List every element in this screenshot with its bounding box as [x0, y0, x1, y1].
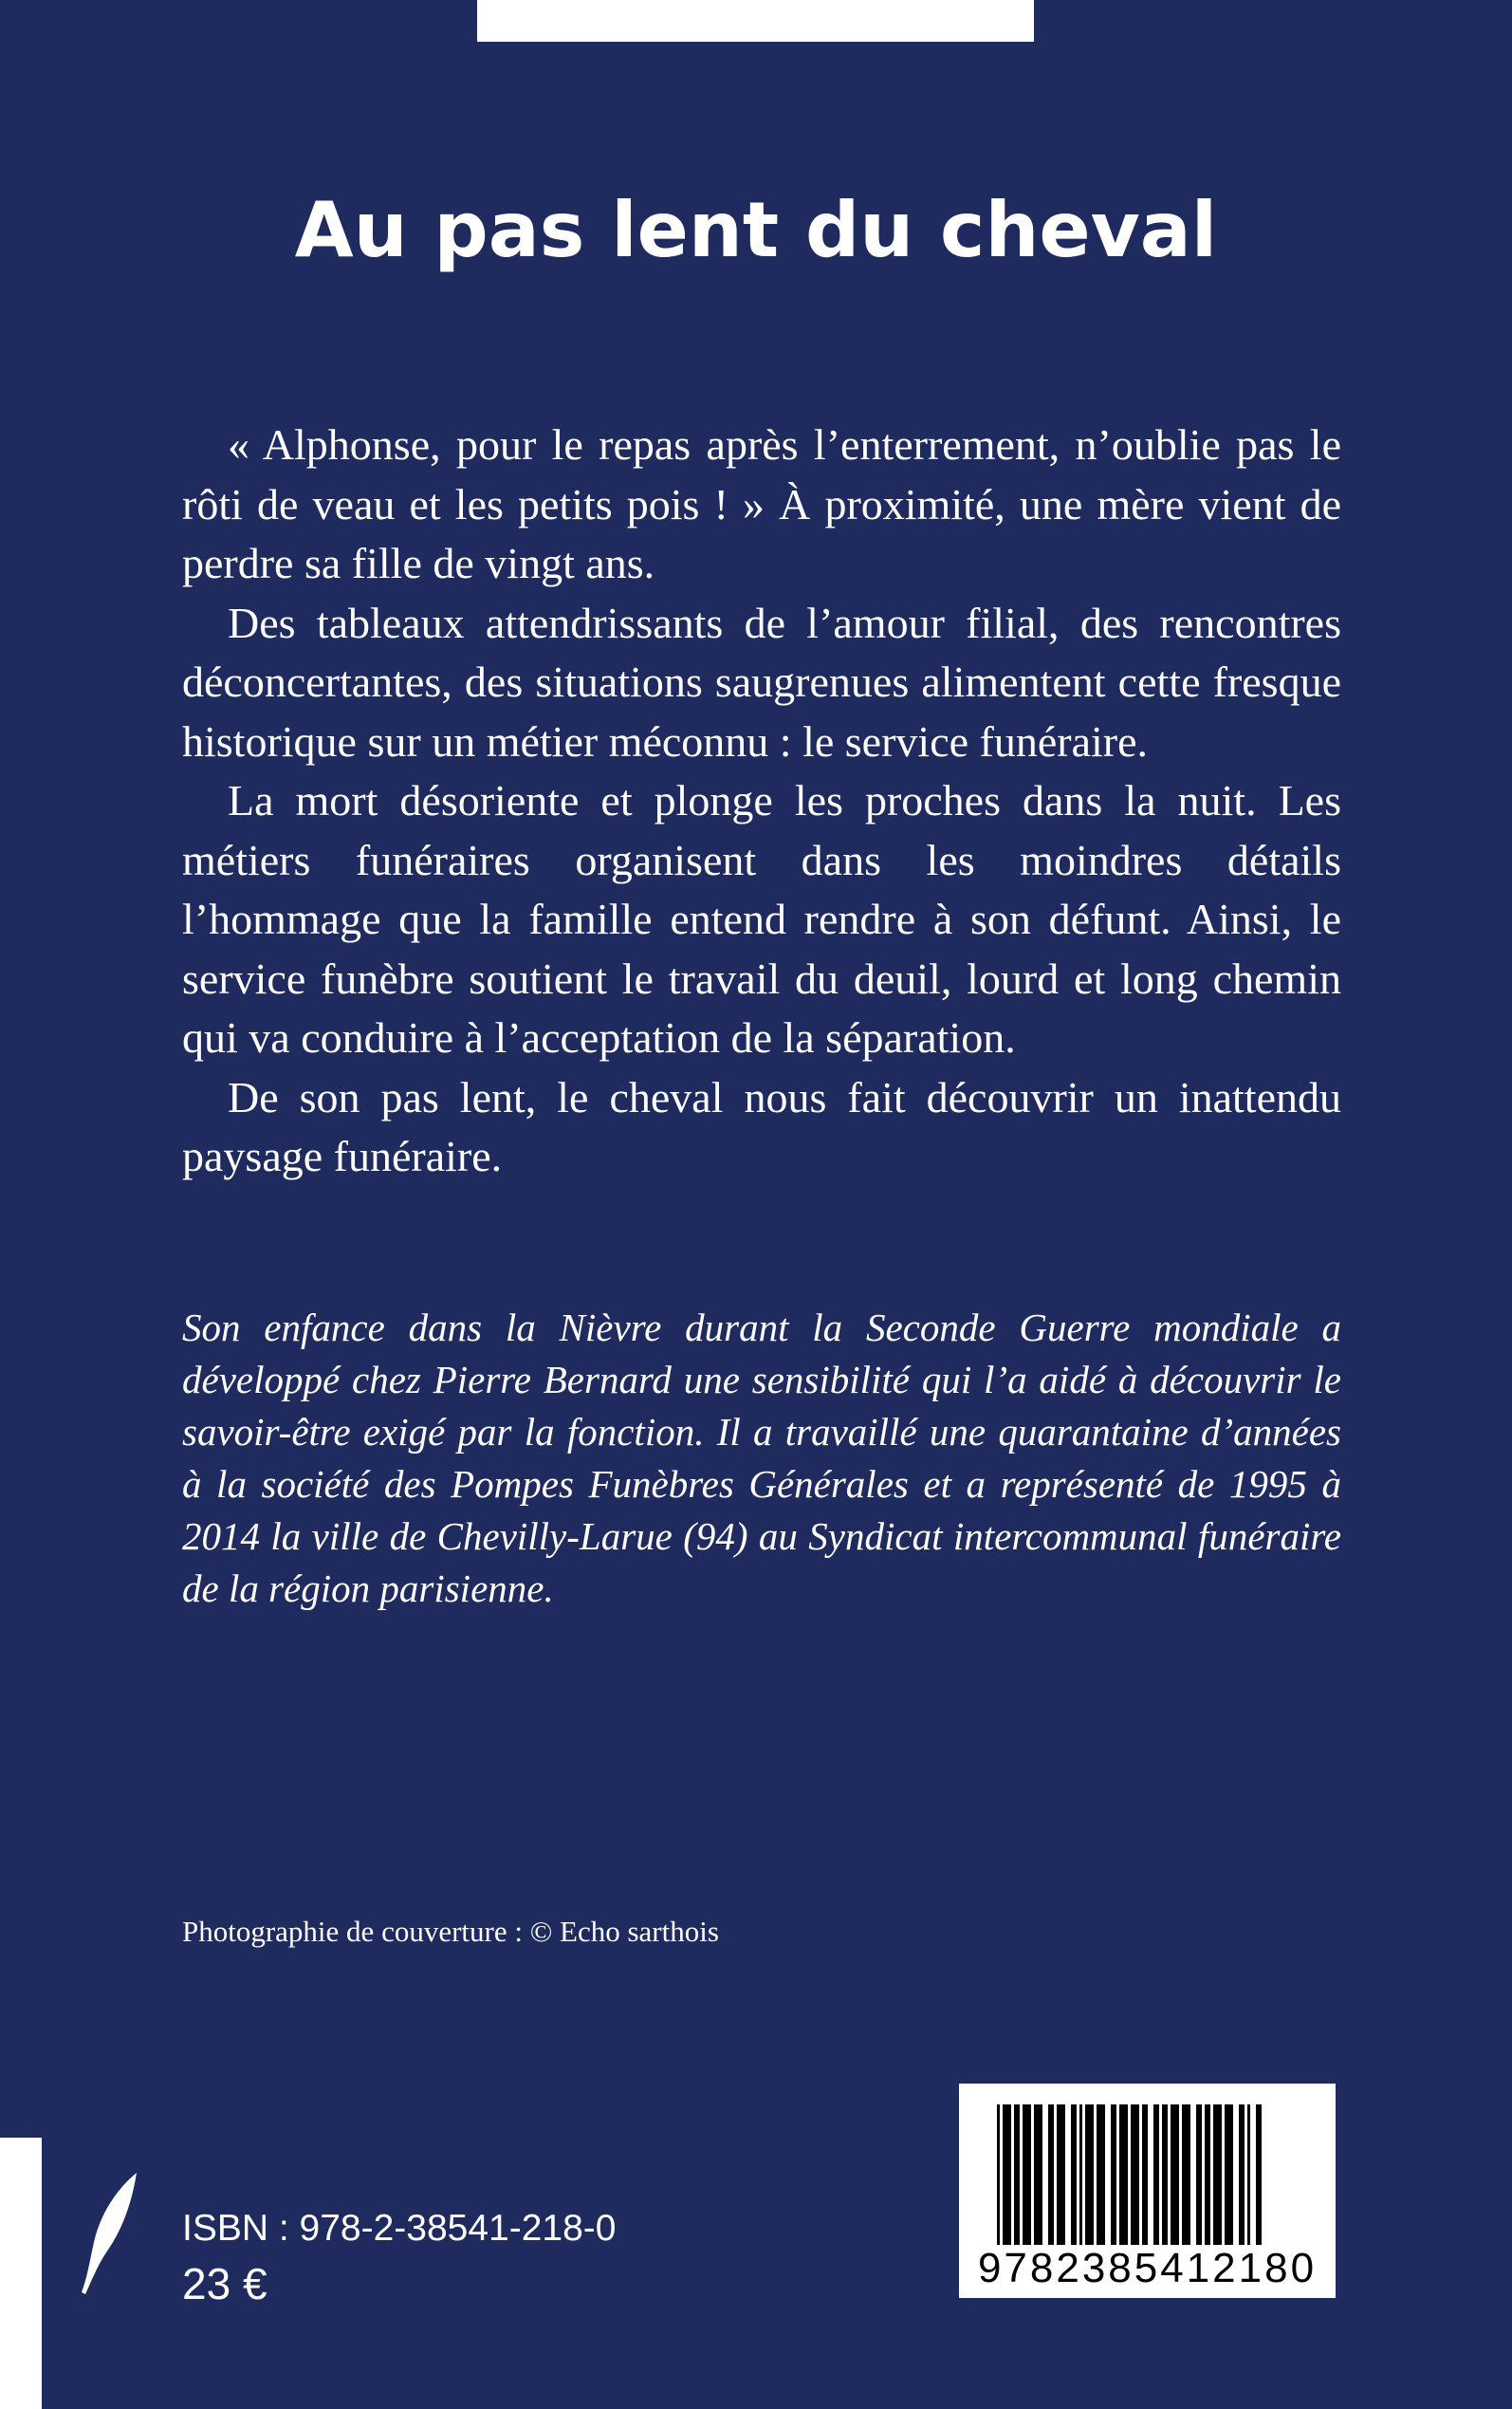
quill-icon: [78, 2171, 146, 2296]
barcode-bar: [1131, 2104, 1139, 2245]
barcode: [959, 2084, 1336, 2298]
synopsis-paragraph: De son pas lent, le cheval nous fait découvrir un inattendu paysage funéraire.: [182, 1072, 1341, 1180]
synopsis: [182, 416, 1341, 1187]
barcode-bar: [1256, 2104, 1262, 2245]
barcode-bar: [1162, 2104, 1168, 2245]
barcode-bar: [1057, 2104, 1065, 2245]
barcode-bar: [1205, 2104, 1210, 2245]
barcode-digits: 9782385412180: [977, 2245, 1318, 2291]
barcode-bar: [1213, 2104, 1222, 2245]
barcode-bar: [1048, 2104, 1054, 2245]
barcode-bar: [1071, 2104, 1077, 2245]
barcode-bar: [1225, 2104, 1233, 2245]
barcode-bar: [1239, 2104, 1245, 2245]
top-white-tab: [477, 0, 1034, 42]
barcode-bar: [1014, 2104, 1020, 2245]
photo-credit: Photographie de couverture : © Echo sarthois: [182, 1915, 719, 1948]
barcode-bar: [1034, 2104, 1042, 2245]
barcode-bar: [1142, 2104, 1148, 2245]
isbn-text: ISBN : 978-2-38541-218-0: [182, 2208, 617, 2249]
barcode-bar: [1111, 2104, 1116, 2245]
synopsis-paragraph: « Alphonse, pour le repas après l’enterrement, n’oublie pas le rôti de veau et les petits pois ! » À proximité, une mère vient de perdre sa fille de vingt ans.: [182, 420, 1341, 587]
price-text: 23 €: [182, 2259, 267, 2308]
barcode-bar: [1079, 2104, 1082, 2245]
barcode-bar: [1196, 2104, 1202, 2245]
barcode-bar: [1153, 2104, 1159, 2245]
author-bio: Son enfance dans la Nièvre durant la Seconde Guerre mondiale a développé chez Pierre Bernard une sensibilité qui l’a aidé à découvrir le savoir-être exigé par la fonction. Il a travaillé une quarantaine d’années à la société des Pompes Funèbres Générales et a représenté de 1995 à 2014 la ville de Chevilly-Larue (94) au Syndicat intercommunal funéraire de la région parisienne.: [182, 1306, 1341, 1610]
synopsis-paragraph: Des tableaux attendrissants de l’amour filial, des rencontres déconcertantes, des situations saugrenues alimentent cette fresque historique sur un métier méconnu : le service funéraire.: [182, 598, 1341, 766]
barcode-bar: [1171, 2104, 1179, 2245]
barcode-bar: [997, 2104, 1000, 2245]
barcode-bar: [1085, 2104, 1094, 2245]
book-title: Au pas lent du cheval: [294, 186, 1218, 274]
barcode-bar: [1182, 2104, 1190, 2245]
barcode-bar: [1003, 2104, 1011, 2245]
left-white-strip: [0, 2138, 42, 2409]
synopsis-paragraph: La mort désoriente et plonge les proches dans la nuit. Les métiers funéraires organisent dans les moindres détails l’hommage que la famille entend rendre à son défunt. Ainsi, le service funèbre soutient le travail du deuil, lourd et long chemin qui va conduire à l’acceptation de la séparation.: [182, 776, 1341, 1062]
barcode-bar: [1119, 2104, 1128, 2245]
barcode-bar: [1247, 2104, 1250, 2245]
barcode-bar: [1097, 2104, 1105, 2245]
barcode-bar: [1023, 2104, 1031, 2245]
